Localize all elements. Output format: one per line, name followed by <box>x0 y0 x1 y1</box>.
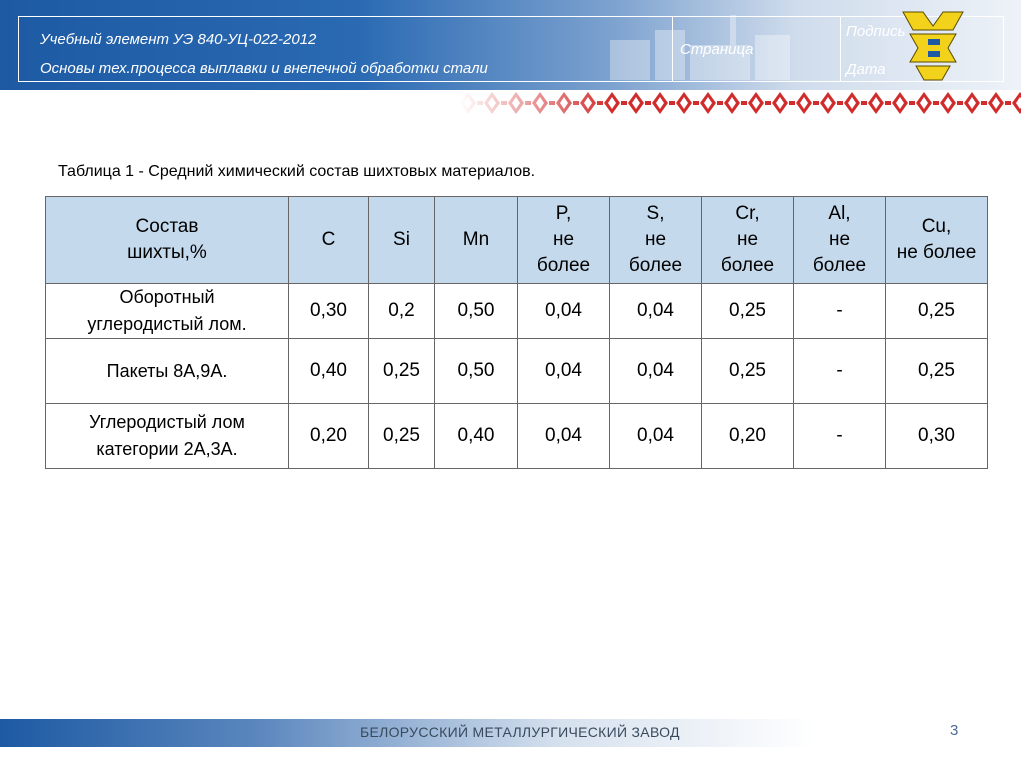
table-row <box>46 404 988 469</box>
value-cell: 0,04 <box>518 284 610 339</box>
row-name-cell: Пакеты 8А,9А. <box>46 339 289 404</box>
header-divider <box>840 16 841 82</box>
header-divider <box>672 16 673 82</box>
value-cell: 0,40 <box>435 404 518 469</box>
header-cell-cr: Cr, не более <box>702 197 794 284</box>
value-cell: 0,50 <box>435 284 518 339</box>
header-cell-p: P, не более <box>518 197 610 284</box>
composition-table <box>45 196 988 469</box>
row-name-cell: Оборотный углеродистый лом. <box>46 284 289 339</box>
header-cell-mn: Mn <box>435 197 518 284</box>
value-cell: - <box>794 404 886 469</box>
value-cell: 0,25 <box>702 284 794 339</box>
value-cell: 0,20 <box>702 404 794 469</box>
value-cell: 0,25 <box>369 339 435 404</box>
belarus-ornament-stripe <box>0 90 1021 116</box>
row-name-cell: Углеродистый лом категории 2А,3А. <box>46 404 289 469</box>
table-row <box>46 284 988 339</box>
table-caption: Таблица 1 - Средний химический состав шихтовых материалов. <box>58 163 536 180</box>
value-cell: 0,40 <box>289 339 369 404</box>
value-cell: 0,20 <box>289 404 369 469</box>
value-cell: 0,25 <box>886 339 988 404</box>
value-cell: 0,04 <box>610 339 702 404</box>
header-cell-s: S, не более <box>610 197 702 284</box>
footer-company-name: БЕЛОРУССКИЙ МЕТАЛЛУРГИЧЕСКИЙ ЗАВОД <box>360 724 680 740</box>
value-cell: - <box>794 339 886 404</box>
table-header-row <box>46 197 988 284</box>
header-cell-si: Si <box>369 197 435 284</box>
header-cell-c: C <box>289 197 369 284</box>
value-cell: 0,04 <box>610 284 702 339</box>
value-cell: 0,25 <box>702 339 794 404</box>
header-date-label: Дата <box>846 61 886 78</box>
header-title-line2: Основы тех.процесса выплавки и внепечной обработки стали <box>40 60 488 77</box>
value-cell: 0,30 <box>289 284 369 339</box>
value-cell: 0,04 <box>518 404 610 469</box>
page-number: 3 <box>950 722 959 739</box>
header-sign-label: Подпись <box>846 23 906 40</box>
value-cell: 0,04 <box>610 404 702 469</box>
value-cell: 0,2 <box>369 284 435 339</box>
bmz-logo-icon <box>898 8 968 84</box>
value-cell: 0,30 <box>886 404 988 469</box>
value-cell: 0,25 <box>369 404 435 469</box>
header-cell-composition: Состав шихты,% <box>46 197 289 284</box>
value-cell: 0,50 <box>435 339 518 404</box>
value-cell: 0,04 <box>518 339 610 404</box>
value-cell: - <box>794 284 886 339</box>
header-cell-cu: Cu, не более <box>886 197 988 284</box>
table-row <box>46 339 988 404</box>
header-cell-al: Al, не более <box>794 197 886 284</box>
header-title-line1: Учебный элемент УЭ 840-УЦ-022-2012 <box>40 31 317 48</box>
value-cell: 0,25 <box>886 284 988 339</box>
header-page-label: Страница <box>680 41 754 58</box>
